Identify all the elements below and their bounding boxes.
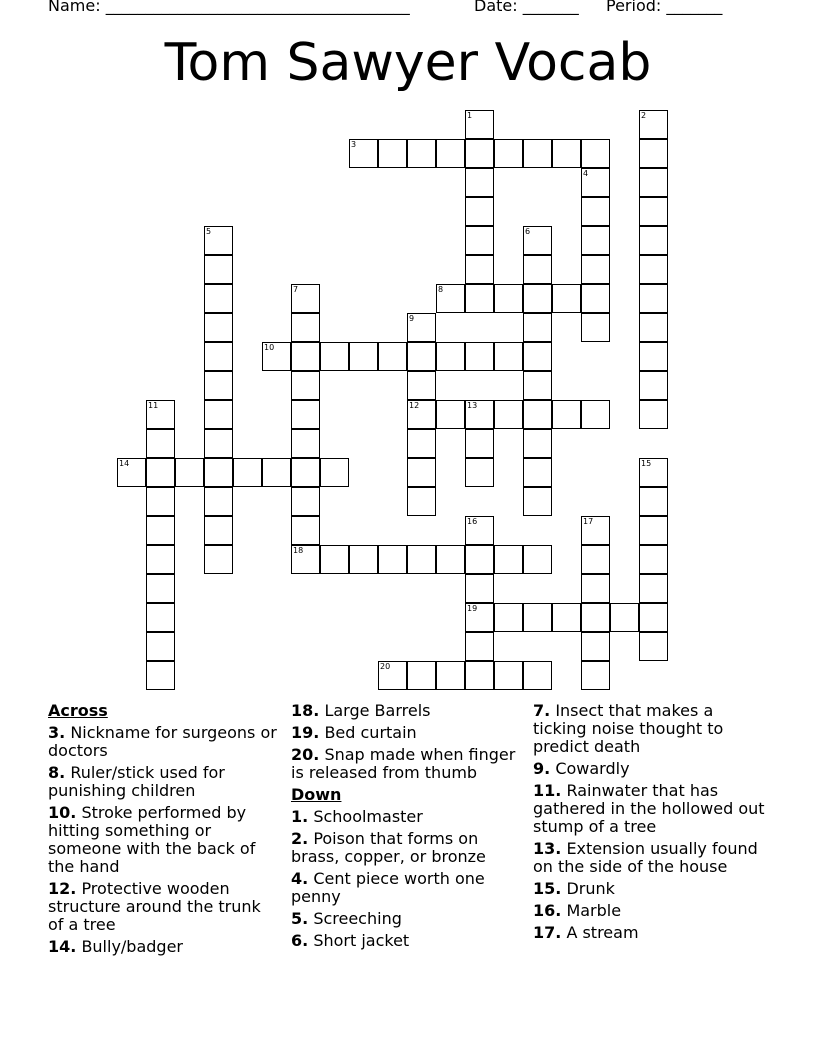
grid-cell[interactable] [146,429,175,458]
clue-text: A stream [566,923,639,942]
clue-column-1 [48,702,280,960]
grid-cell[interactable] [523,371,552,400]
grid-cell[interactable] [291,284,320,313]
grid-cell[interactable] [494,139,523,168]
grid-cell[interactable] [378,661,407,690]
clue-text: Schoolmaster [313,807,423,826]
clue-number-label: 1 [467,111,473,120]
grid-cell[interactable] [204,516,233,545]
clue-number-label: 18 [293,546,304,555]
grid-cell[interactable] [291,313,320,342]
grid-cell[interactable] [407,458,436,487]
grid-cell[interactable] [204,226,233,255]
clue-text: Marble [566,901,622,920]
grid-cell[interactable] [581,168,610,197]
grid-cell[interactable] [436,545,465,574]
grid-cell[interactable] [639,313,668,342]
grid-cell[interactable] [523,603,552,632]
grid-cell[interactable] [552,139,581,168]
clue-number: 13. [533,839,562,858]
clue-number-label: 6 [525,227,531,236]
clue-across-19 [291,724,523,742]
grid-cell[interactable] [407,429,436,458]
clue-number: 15. [533,879,562,898]
clue-text: Bully/badger [81,937,183,956]
grid-cell[interactable] [146,458,175,487]
grid-cell[interactable] [581,255,610,284]
clue-text: Extension usually found on the side of the house [533,839,758,876]
clue-number: 2. [291,829,309,848]
grid-cell[interactable] [581,574,610,603]
grid-cell[interactable] [523,545,552,574]
clue-text: Nickname for surgeons or doctors [48,723,277,760]
grid-cell[interactable] [465,429,494,458]
grid-cell[interactable] [552,603,581,632]
grid-cell[interactable] [639,168,668,197]
clue-text: Short jacket [313,931,410,950]
grid-cell[interactable] [639,516,668,545]
clue-number: 1. [291,807,309,826]
grid-cell[interactable] [639,226,668,255]
grid-cell[interactable] [639,632,668,661]
grid-cell[interactable] [581,226,610,255]
clue-number-label: 19 [467,604,478,613]
clue-number-label: 17 [583,517,594,526]
grid-cell[interactable] [639,284,668,313]
name-label: Name: [48,0,101,15]
clue-column-3 [533,702,769,946]
grid-cell[interactable] [639,371,668,400]
clue-number: 18. [291,701,320,720]
clue-number: 5. [291,909,309,928]
clue-text: Stroke performed by hitting something or someone with the back of the hand [48,803,256,876]
grid-cell[interactable] [494,661,523,690]
grid-cell[interactable] [465,110,494,139]
clue-across-10 [48,804,280,876]
grid-cell[interactable] [581,632,610,661]
grid-cell[interactable] [262,342,291,371]
grid-cell[interactable] [349,545,378,574]
clue-down-17 [533,924,769,942]
clue-across-3 [48,724,280,760]
grid-cell[interactable] [378,139,407,168]
grid-cell[interactable] [436,139,465,168]
grid-cell[interactable] [494,284,523,313]
grid-cell[interactable] [523,429,552,458]
clue-across-12 [48,880,280,934]
grid-cell[interactable] [204,313,233,342]
grid-cell[interactable] [581,197,610,226]
period-label: Period: [606,0,662,15]
date-blank: _______ [522,0,579,15]
grid-cell[interactable] [581,516,610,545]
grid-cell[interactable] [204,255,233,284]
clue-across-8 [48,764,280,800]
grid-cell[interactable] [639,342,668,371]
grid-cell[interactable] [465,458,494,487]
clue-number-label: 9 [409,314,415,323]
grid-cell[interactable] [146,661,175,690]
grid-cell[interactable] [581,313,610,342]
grid-cell[interactable] [146,400,175,429]
clue-number: 6. [291,931,309,950]
grid-cell[interactable] [146,632,175,661]
date-label: Date: [474,0,518,15]
clue-number: 12. [48,879,77,898]
grid-cell[interactable] [146,545,175,574]
clue-text: Ruler/stick used for punishing children [48,763,225,800]
period-blank: _______ [666,0,723,15]
clue-down-15 [533,880,769,898]
clue-down-5 [291,910,523,928]
grid-cell[interactable] [378,342,407,371]
name-blank: ______________________________________ [105,0,410,15]
grid-cell[interactable] [349,342,378,371]
clue-text: Protective wooden structure around the trunk of a tree [48,879,261,934]
grid-cell[interactable] [349,139,378,168]
grid-cell[interactable] [523,458,552,487]
grid-cell[interactable] [581,661,610,690]
clue-down-11 [533,782,769,836]
clue-down-7 [533,702,769,756]
clue-number: 14. [48,937,77,956]
grid-cell[interactable] [523,226,552,255]
clue-down-16 [533,902,769,920]
grid-cell[interactable] [581,400,610,429]
clue-column-2 [291,702,523,954]
clue-across-20 [291,746,523,782]
grid-cell[interactable] [639,139,668,168]
clue-text: Poison that forms on brass, copper, or bronze [291,829,486,866]
grid-cell[interactable] [581,284,610,313]
clue-number-label: 2 [641,111,647,120]
grid-cell[interactable] [204,429,233,458]
grid-cell[interactable] [639,255,668,284]
grid-cell[interactable] [436,284,465,313]
grid-cell[interactable] [436,342,465,371]
grid-cell[interactable] [436,400,465,429]
grid-cell[interactable] [523,313,552,342]
clue-down-13 [533,840,769,876]
grid-cell[interactable] [320,342,349,371]
down-heading: Down [291,785,342,804]
grid-cell[interactable] [523,255,552,284]
clue-across-14 [48,938,280,956]
grid-cell[interactable] [639,545,668,574]
grid-cell[interactable] [523,661,552,690]
grid-cell[interactable] [320,458,349,487]
clue-number: 10. [48,803,77,822]
grid-cell[interactable] [552,400,581,429]
grid-cell[interactable] [146,603,175,632]
grid-cell[interactable] [465,545,494,574]
grid-cell[interactable] [175,458,204,487]
clue-text: Rainwater that has gathered in the hollowed out stump of a tree [533,781,765,836]
clue-number-label: 10 [264,343,275,352]
grid-cell[interactable] [639,400,668,429]
clue-number-label: 7 [293,285,299,294]
grid-cell[interactable] [465,255,494,284]
clue-number: 20. [291,745,320,764]
grid-cell[interactable] [465,139,494,168]
grid-cell[interactable] [320,545,349,574]
grid-cell[interactable] [639,603,668,632]
grid-cell[interactable] [465,661,494,690]
grid-cell[interactable] [523,342,552,371]
clue-number: 17. [533,923,562,942]
grid-cell[interactable] [407,342,436,371]
grid-cell[interactable] [465,342,494,371]
grid-cell[interactable] [465,603,494,632]
clue-number-label: 14 [119,459,130,468]
clue-number-label: 16 [467,517,478,526]
grid-cell[interactable] [523,139,552,168]
clue-text: Snap made when finger is released from thumb [291,745,516,782]
grid-cell[interactable] [523,487,552,516]
clue-number-label: 3 [351,140,357,149]
clue-number: 9. [533,759,551,778]
grid-cell[interactable] [262,458,291,487]
clue-across-18 [291,702,523,720]
across-heading: Across [48,701,108,720]
grid-cell[interactable] [552,284,581,313]
grid-cell[interactable] [291,458,320,487]
grid-cell[interactable] [204,487,233,516]
grid-cell[interactable] [610,603,639,632]
grid-cell[interactable] [523,400,552,429]
grid-cell[interactable] [407,139,436,168]
grid-cell[interactable] [465,197,494,226]
grid-cell[interactable] [117,458,146,487]
clue-number: 3. [48,723,66,742]
grid-cell[interactable] [204,284,233,313]
grid-cell[interactable] [407,545,436,574]
grid-cell[interactable] [494,342,523,371]
clue-number: 4. [291,869,309,888]
clue-number-label: 20 [380,662,391,671]
grid-cell[interactable] [407,371,436,400]
clue-down-2 [291,830,523,866]
grid-cell[interactable] [639,487,668,516]
clue-text: Cowardly [555,759,630,778]
clue-down-6 [291,932,523,950]
grid-cell[interactable] [581,545,610,574]
grid-cell[interactable] [523,284,552,313]
grid-cell[interactable] [465,226,494,255]
grid-cell[interactable] [204,458,233,487]
grid-cell[interactable] [436,661,465,690]
clue-text: Drunk [566,879,615,898]
grid-cell[interactable] [465,284,494,313]
grid-cell[interactable] [465,400,494,429]
clue-text: Large Barrels [324,701,431,720]
clue-down-4 [291,870,523,906]
grid-cell[interactable] [291,429,320,458]
grid-cell[interactable] [465,168,494,197]
grid-cell[interactable] [378,545,407,574]
clue-number: 19. [291,723,320,742]
grid-cell[interactable] [291,516,320,545]
grid-cell[interactable] [465,632,494,661]
grid-cell[interactable] [204,342,233,371]
clue-number: 7. [533,701,551,720]
grid-cell[interactable] [146,516,175,545]
grid-cell[interactable] [291,371,320,400]
grid-cell[interactable] [581,603,610,632]
clue-number-label: 15 [641,459,652,468]
grid-cell[interactable] [146,487,175,516]
grid-cell[interactable] [233,458,262,487]
grid-cell[interactable] [494,545,523,574]
grid-cell[interactable] [204,371,233,400]
grid-cell[interactable] [407,400,436,429]
clue-number-label: 13 [467,401,478,410]
clue-text: Cent piece worth one penny [291,869,485,906]
clue-number-label: 4 [583,169,589,178]
clue-number-label: 12 [409,401,420,410]
clue-text: Bed curtain [324,723,417,742]
grid-cell[interactable] [639,110,668,139]
grid-cell[interactable] [291,487,320,516]
clue-number-label: 11 [148,401,159,410]
grid-cell[interactable] [494,400,523,429]
grid-cell[interactable] [639,197,668,226]
grid-cell[interactable] [291,545,320,574]
grid-cell[interactable] [581,139,610,168]
clue-number: 8. [48,763,66,782]
grid-cell[interactable] [146,574,175,603]
grid-cell[interactable] [639,458,668,487]
grid-cell[interactable] [204,400,233,429]
grid-cell[interactable] [291,342,320,371]
clue-number-label: 5 [206,227,212,236]
clue-text: Screeching [313,909,402,928]
clue-number-label: 8 [438,285,444,294]
page-title: Tom Sawyer Vocab [164,33,652,93]
clue-number: 16. [533,901,562,920]
clue-down-1 [291,808,523,826]
grid-cell[interactable] [407,313,436,342]
grid-cell[interactable] [204,545,233,574]
grid-cell[interactable] [465,574,494,603]
grid-cell[interactable] [407,487,436,516]
grid-cell[interactable] [639,574,668,603]
grid-cell[interactable] [407,661,436,690]
grid-cell[interactable] [494,603,523,632]
clue-text: Insect that makes a ticking noise thought to predict death [533,701,724,756]
grid-cell[interactable] [465,516,494,545]
clue-number: 11. [533,781,562,800]
grid-cell[interactable] [291,400,320,429]
clue-down-9 [533,760,769,778]
